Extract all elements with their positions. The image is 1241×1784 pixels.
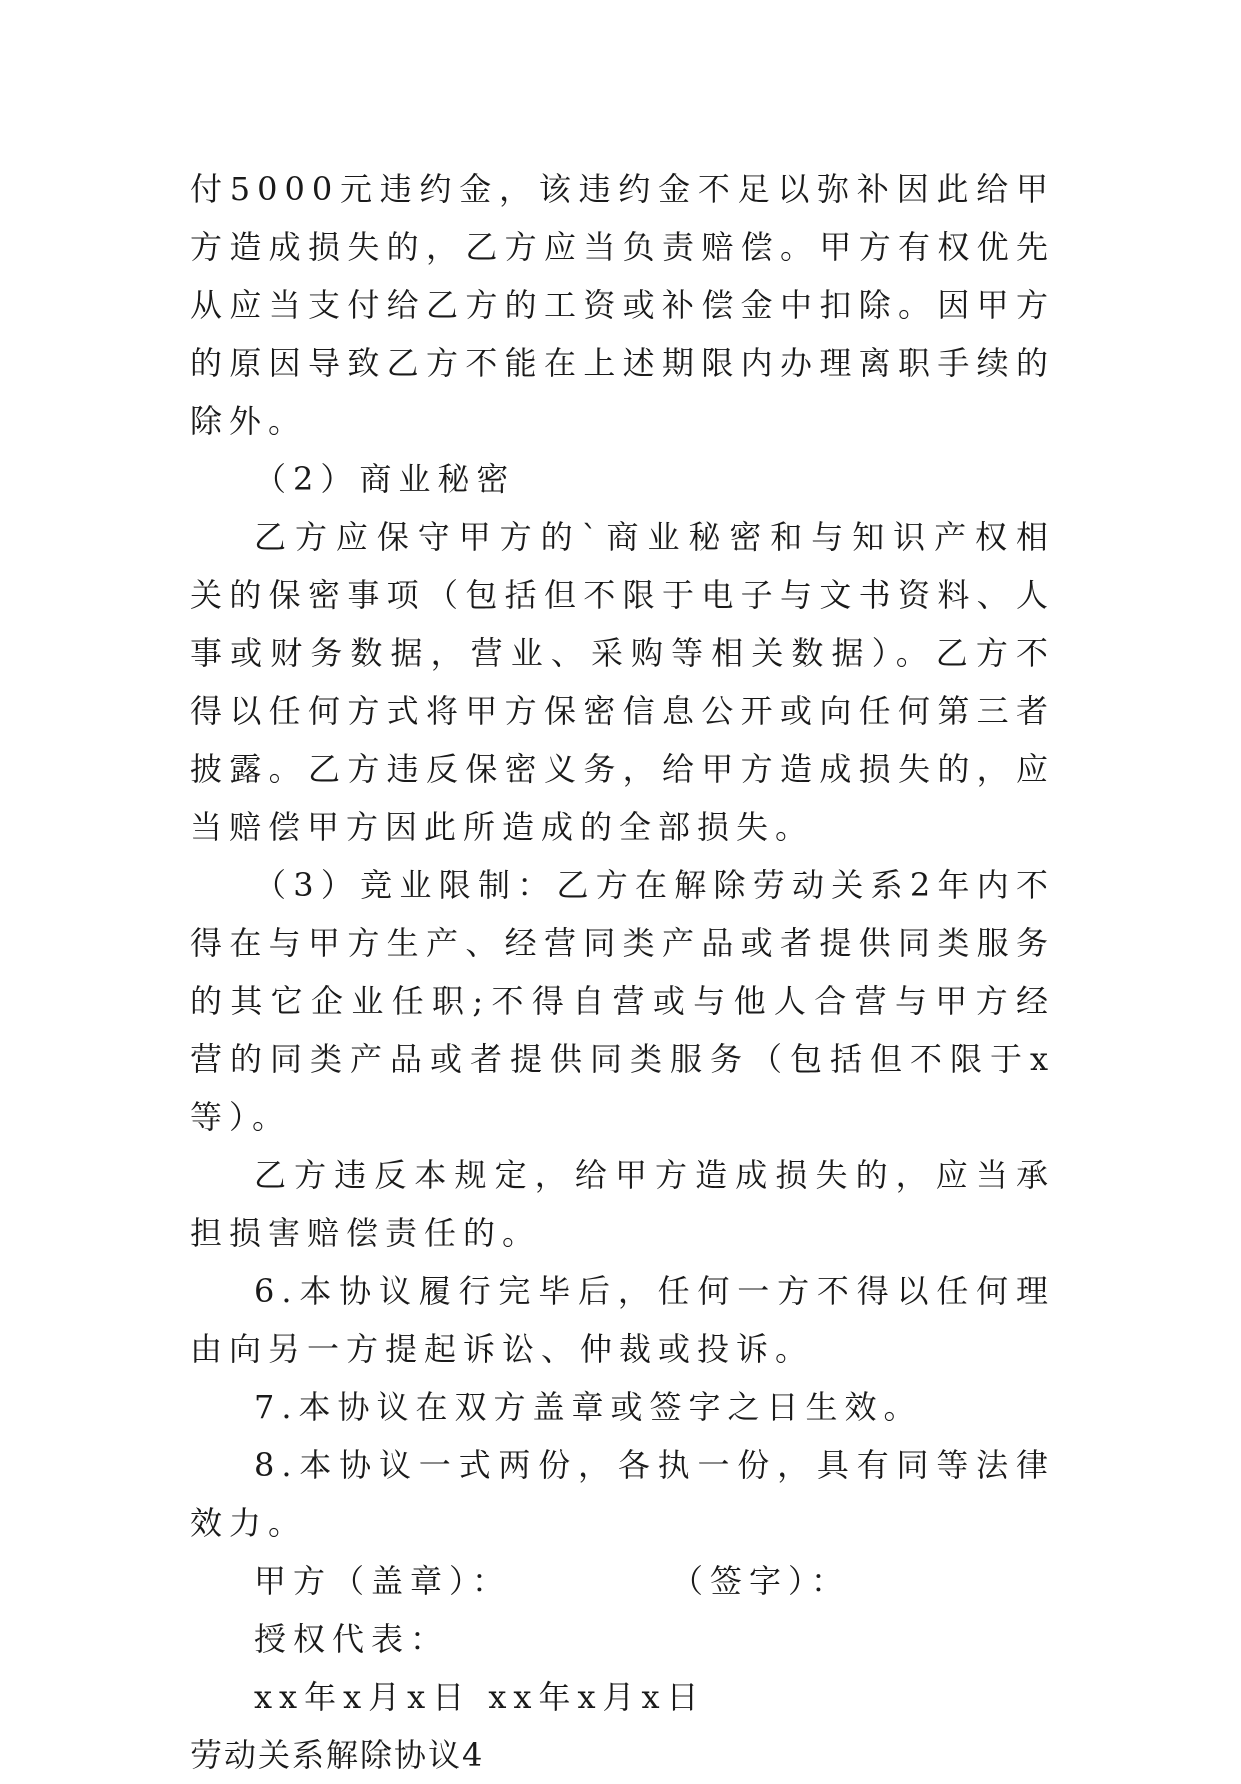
representative-line: 授权代表：	[254, 1620, 450, 1658]
clause-8: 8.本协议一式两份，各执一份，具有同等法律效力。	[190, 1446, 1055, 1542]
document-body	[190, 160, 1055, 1784]
paragraph-penalty-continued: 付5000元违约金，该违约金不足以弥补因此给甲方造成损失的，乙方应当负责赔偿。甲方有权优先从应当支付给乙方的工资或补偿金中扣除。因甲方的原因导致乙方不能在上述期限内办理离职手续的除外。	[190, 170, 1055, 440]
paragraph-non-compete: （3）竞业限制：乙方在解除劳动关系2年内不得在与甲方生产、经营同类产品或者提供同类服务的其它企业任职;不得自营或与他人合营与甲方经营的同类产品或者提供同类服务（包括但不限于x等）。	[190, 866, 1055, 1136]
next-section-heading: 劳动关系解除协议4	[190, 1736, 485, 1774]
clause-6: 6.本协议履行完毕后，任何一方不得以任何理由向另一方提起诉讼、仲裁或投诉。	[190, 1272, 1055, 1368]
paragraph-damages-liability: 乙方违反本规定，给甲方造成损失的，应当承担损害赔偿责任的。	[190, 1156, 1055, 1252]
paragraph-confidentiality: 乙方应保守甲方的`商业秘密和与知识产权相关的保密事项（包括但不限于电子与文书资料、人事或财务数据，营业、采购等相关数据）。乙方不得以任何方式将甲方保密信息公开或向任何第三者披露。乙方违反保密义务，给甲方造成损失的，应当赔偿甲方因此所造成的全部损失。	[190, 518, 1055, 846]
party-a-seal-label: 甲方（盖章）：	[254, 1562, 512, 1600]
heading-trade-secrets: （2）商业秘密	[254, 460, 516, 498]
clause-7: 7.本协议在双方盖章或签字之日生效。	[254, 1388, 923, 1426]
signature-line	[190, 1552, 1055, 1610]
party-b-sign-label: （签字）：	[671, 1562, 851, 1600]
date-line: xx年x月x日 xx年x月x日	[254, 1678, 706, 1716]
